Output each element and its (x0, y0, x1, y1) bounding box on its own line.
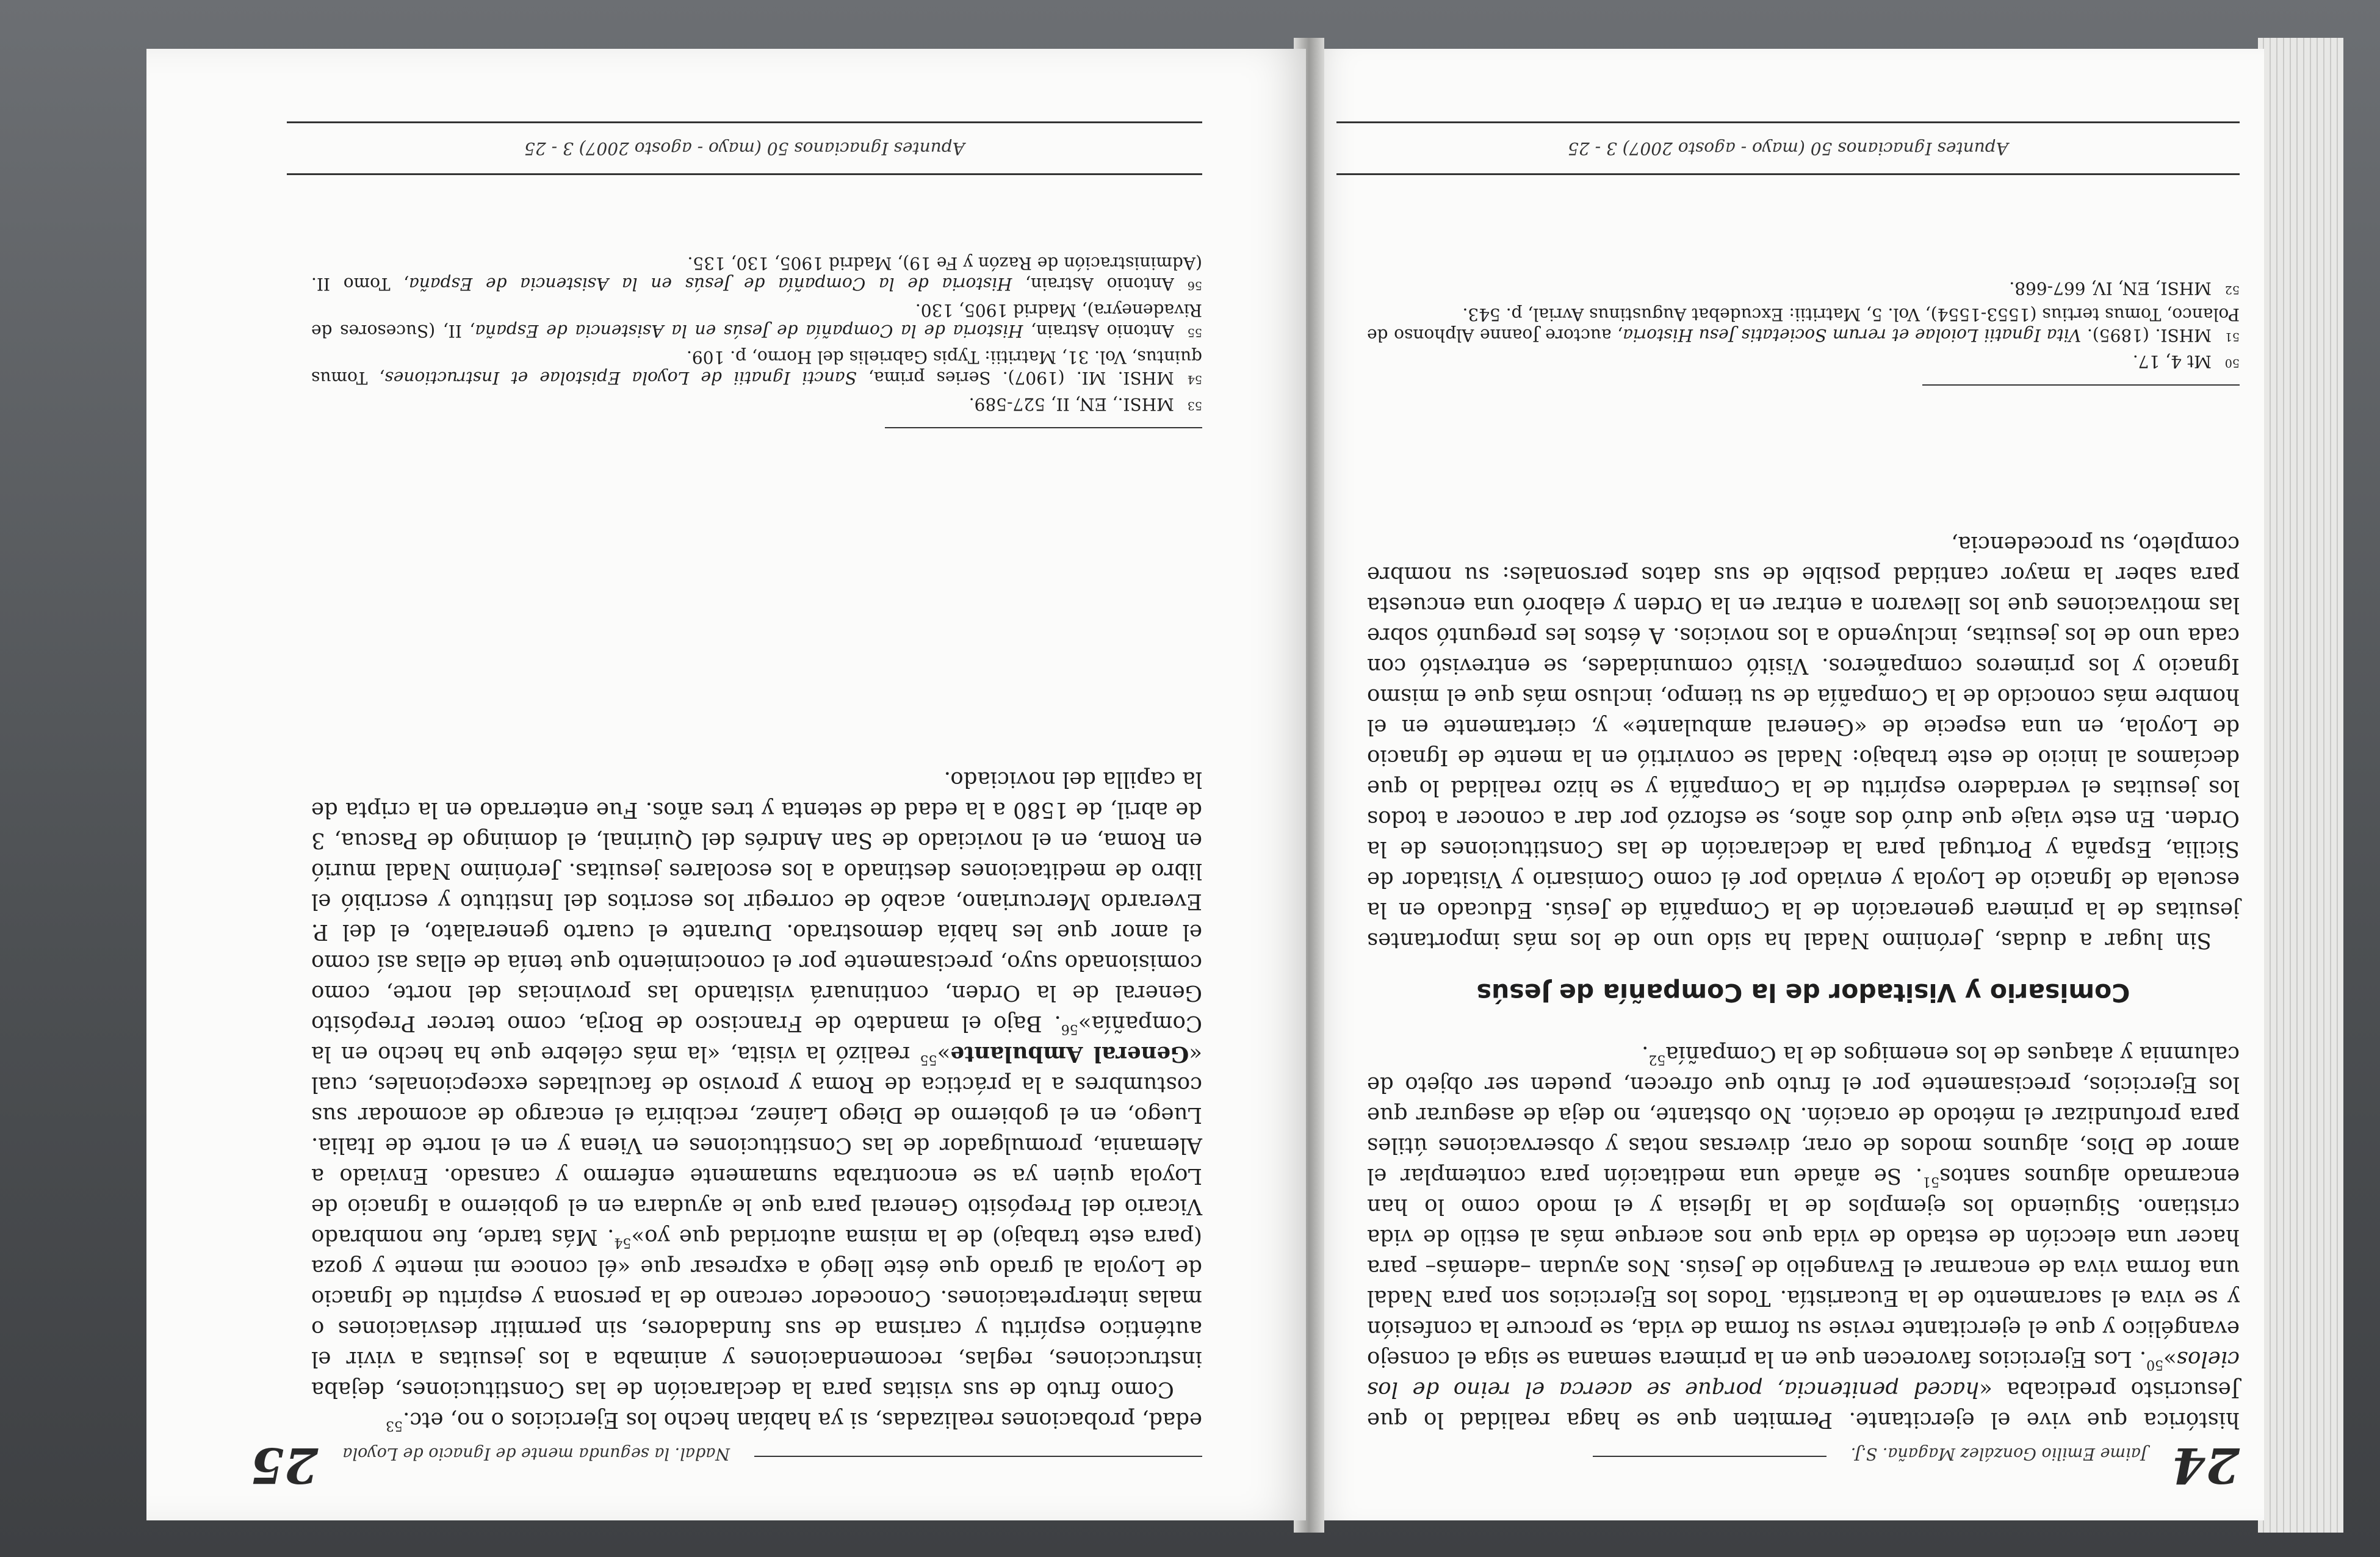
footnote-title: Sancti Ignatii de Loyola Epistolae et Instructiones (384, 368, 857, 388)
paragraph (311, 1404, 1202, 1435)
header-rule (1593, 1456, 1826, 1457)
footnote-number: 51 (2224, 330, 2240, 343)
paragraph: Sin lugar a dudas, Jerónimo Nadal ha sido uno de los más importantes jesuitas de la primera generación de la Compañía de Jesús. Educado en la escuela de Ignacio de Loyola y enviado por él como Comisario y Visitador de Sicilia, España y Portugal para la declaración de las Constituciones de la Orden. En este viaje que duró dos años, se esforzó por dar a conocer a todos los jesuitas el verdadero espíritu de la Compañía y se hizo realidad lo que decíamos al inicio de este trabajo: Nadal se convirtió en la mente de Ignacio de Loyola, en una especie de «General ambulante» y, ciertamente en el hombre más conocido de la Compañía de su tiempo, incluso más que el mismo Ignacio y los primeros compañeros. Visitó comunidades, se entrevistó con cada uno de los jesuitas, incluyendo a los novicios. A éstos les preguntó sobre las motivaciones que los llevaron a entrar en la Orden y elaboró una encuesta para saber la mayor cantidad posible de sus datos personales: su nombre completo, su procedencia, (1367, 531, 2240, 953)
text-run: . Bajo el mandato de Francisco de Borja, como tercer Prepósito General de la Orden, continuará visitando las provincias del norte, como comisionado suyo, precisamente por el conocimiento que tenía de ellas así como el amor que les había demostrado. Durante el cuarto generalato, el del P. Everardo Mercuriano, acabó de corregir los escritos del Instituto y escribió el libro de meditaciones destinado a los escolares jesuitas. Jerónimo Nadal murió en Roma, en el noviciado de San Andrés del Quirinal, el domingo de Pascua, 3 de abril, de 1580 a la edad de setenta y tres años. Fue enterrado en la cripta de la capilla del noviciado. (311, 767, 1202, 1036)
footer-rule-top (1336, 173, 2240, 175)
left-footnotes (1367, 274, 2240, 373)
footnote-text: Antonio Astrain, (1023, 321, 1174, 341)
footnote-text: MHSI., EN, II, 527-589. (968, 394, 1174, 414)
text-run: histórica que vive el ejercitante. Permiten que se haga realidad lo que Jesucristo predicaba « (1367, 1377, 2240, 1433)
footnote-text: MHSI. (1895). (2081, 325, 2212, 345)
footnote (311, 347, 1202, 390)
paragraph (311, 764, 1202, 1404)
bold-term: General Ambulante (950, 1041, 1189, 1066)
text-run: . Se añade una meditación para contemplar el amor de Dios, algunos modos de orar, diversas notas y observaciones útiles para profundizar el método de oración. No obstante, no deja de asegurar que los Ejercicios, precisamente por el fruto que ofrecen, pueden ser objeto de calumnia y ataques de los enemigos de la Compañía (1367, 1041, 2240, 1188)
footnote-rule (885, 427, 1202, 428)
text-run: realizó la visita, «la más célebre que ha hecho en la Compañía» (311, 1011, 1202, 1066)
footnote-number: 55 (1187, 326, 1202, 339)
footer-rule-bottom (1336, 121, 2240, 123)
footnote-text: Mt 4, 17. (2132, 351, 2212, 372)
left-running-head (1593, 1437, 2240, 1494)
right-page (146, 49, 1306, 1520)
footnote-text: , Tomus quintus, Vol. 31, Matritii: Typis Gabrielis del Horno, p. 109. (311, 347, 1202, 388)
text-run: » (937, 1041, 951, 1066)
footnote-ref: 51 (1922, 1174, 1940, 1189)
footnote-text: , auctore Joanne Alphonso de Polanco, Tomus tertius (1553-1554), Vol. 5, Matritii: Excudebat Augustinus Avrial, p. 543. (1367, 304, 2240, 345)
right-body-text (311, 764, 1202, 1435)
journal-footer: Apuntes Ignacianos 50 (mayo - agosto 2007) 3 - 25 (1568, 138, 2008, 159)
text-run: . Los Ejercicios favorecen que en la primera semana se siga el consejo evangélico y que el ejercitante revise su forma de vida, se procure la confesión y se viva el sacramento de la Eucaristía. Todos los Ejercicios son para Nadal una forma viva de encarnar el Evangelio de Jesús. Nos ayudan –además– para hacer una elección de estado de vida que nos acerque más al estilo de vida cristiano. Siguiendo los ejemplos de la Iglesia y el modo como lo han encarnado algunos santos (1367, 1163, 2240, 1372)
footnote-number: 56 (1187, 279, 1202, 292)
footnote-text: , Tomo II. (Administración de Razón y Fe 19), Madrid 1905, 130, 135. (311, 253, 1202, 294)
footnote-rule (1922, 384, 2240, 386)
right-footnotes (311, 249, 1202, 416)
footnote (311, 253, 1202, 296)
footnote-number: 52 (2224, 283, 2240, 297)
author-header: Jaime Emilio González Magaña. S.J. (1850, 1444, 2147, 1463)
page-stack-edges (2258, 38, 2343, 1533)
footnote-ref: 52 (1648, 1052, 1666, 1067)
left-body-text (1367, 528, 2240, 1435)
footnote (311, 394, 1202, 416)
footer-rule-top (287, 173, 1202, 175)
footnote-number: 54 (1187, 373, 1202, 386)
footnote-title: Historia de la Compañía de Jesús en la Asistencia de España (475, 321, 1023, 341)
footnote-title: Vita Ignatii Loiolae et rerum Societatis Jesu Historia (1623, 325, 2082, 345)
paragraph (1367, 1038, 2240, 1435)
title-header: Nadal. la segunda mente de Ignacio de Loyola (342, 1444, 730, 1463)
footnote (311, 300, 1202, 343)
footnote-ref: 54 (614, 1235, 632, 1250)
footnote-ref: 50 (2146, 1357, 2164, 1372)
text-run: edad, probaciones realizadas, si ya habían hecho los Ejercicios o no, etc. (403, 1408, 1202, 1433)
footnote-ref: 56 (1061, 1021, 1078, 1037)
text-run: Como fruto de sus visitas para la declaración de las Constituciones, dejaba instrucciones, reglas, recomendaciones y animaba a los jesuitas a vivir el auténtico espíritu y carisma de sus fundadores, sin permitir desviaciones o malas interpretaciones. Conocedor cercano de la persona y espíritu de Ignacio de Loyola al grado que éste llegó a expresar que «él conoce mi mente y goza (para este trabajo) de la misma autoridad que yo» (311, 1224, 1202, 1402)
header-rule (754, 1456, 1202, 1457)
footnote-text: , II, (Sucesores de Rivadeneyra), Madrid 1905, 130. (311, 300, 1202, 341)
footnote (1367, 278, 2240, 300)
footnote (1367, 351, 2240, 373)
footnote-text: MHSI, EN, IV, 667-668. (2009, 278, 2212, 298)
text-run: . Más tarde, fue nombrado Vicario del Prepósito General para que le ayudara en el gobierno a Ignacio de Loyola quien ya se encontraba sumamente enfermo y cansado. Enviado a Alemania, promulgador de las Constituciones en Viena y en el norte de Italia. Luego, en el gobierno de Diego Laínez, recibiría el encargo de acomodar sus costumbres a la práctica de Roma y proviso de facultades excepcionales, cual « (311, 1041, 1202, 1250)
footnote-number: 50 (2224, 356, 2240, 370)
footer-rule-bottom (287, 121, 1202, 123)
footnote-ref: 53 (386, 1418, 403, 1433)
text-run: » (2163, 1347, 2177, 1372)
page-number: 24 (2171, 1437, 2240, 1494)
footnote-ref: 55 (920, 1052, 937, 1067)
journal-footer: Apuntes Ignacianos 50 (mayo - agosto 2007) 3 - 25 (524, 138, 965, 159)
page-number: 25 (250, 1437, 319, 1494)
footnote-title: Historia de la Compañía de Jesús en la Asistencia de España (409, 274, 1012, 294)
text-run: . (1642, 1041, 1649, 1066)
right-running-head (250, 1437, 1202, 1494)
left-page (1318, 49, 2264, 1520)
footnote-text: Antonio Astrain, (1012, 274, 1174, 294)
section-heading: Comisario y Visitador de la Compañía de Jesús (1476, 978, 2130, 1007)
footnote-number: 53 (1187, 399, 1202, 412)
italic-quote: haced penitencia, porque se acerca el reino de los cielos (1367, 1347, 2240, 1402)
footnote (1367, 304, 2240, 347)
footnote-text: MHSI. MI. (1907). Series prima, (856, 368, 1174, 388)
